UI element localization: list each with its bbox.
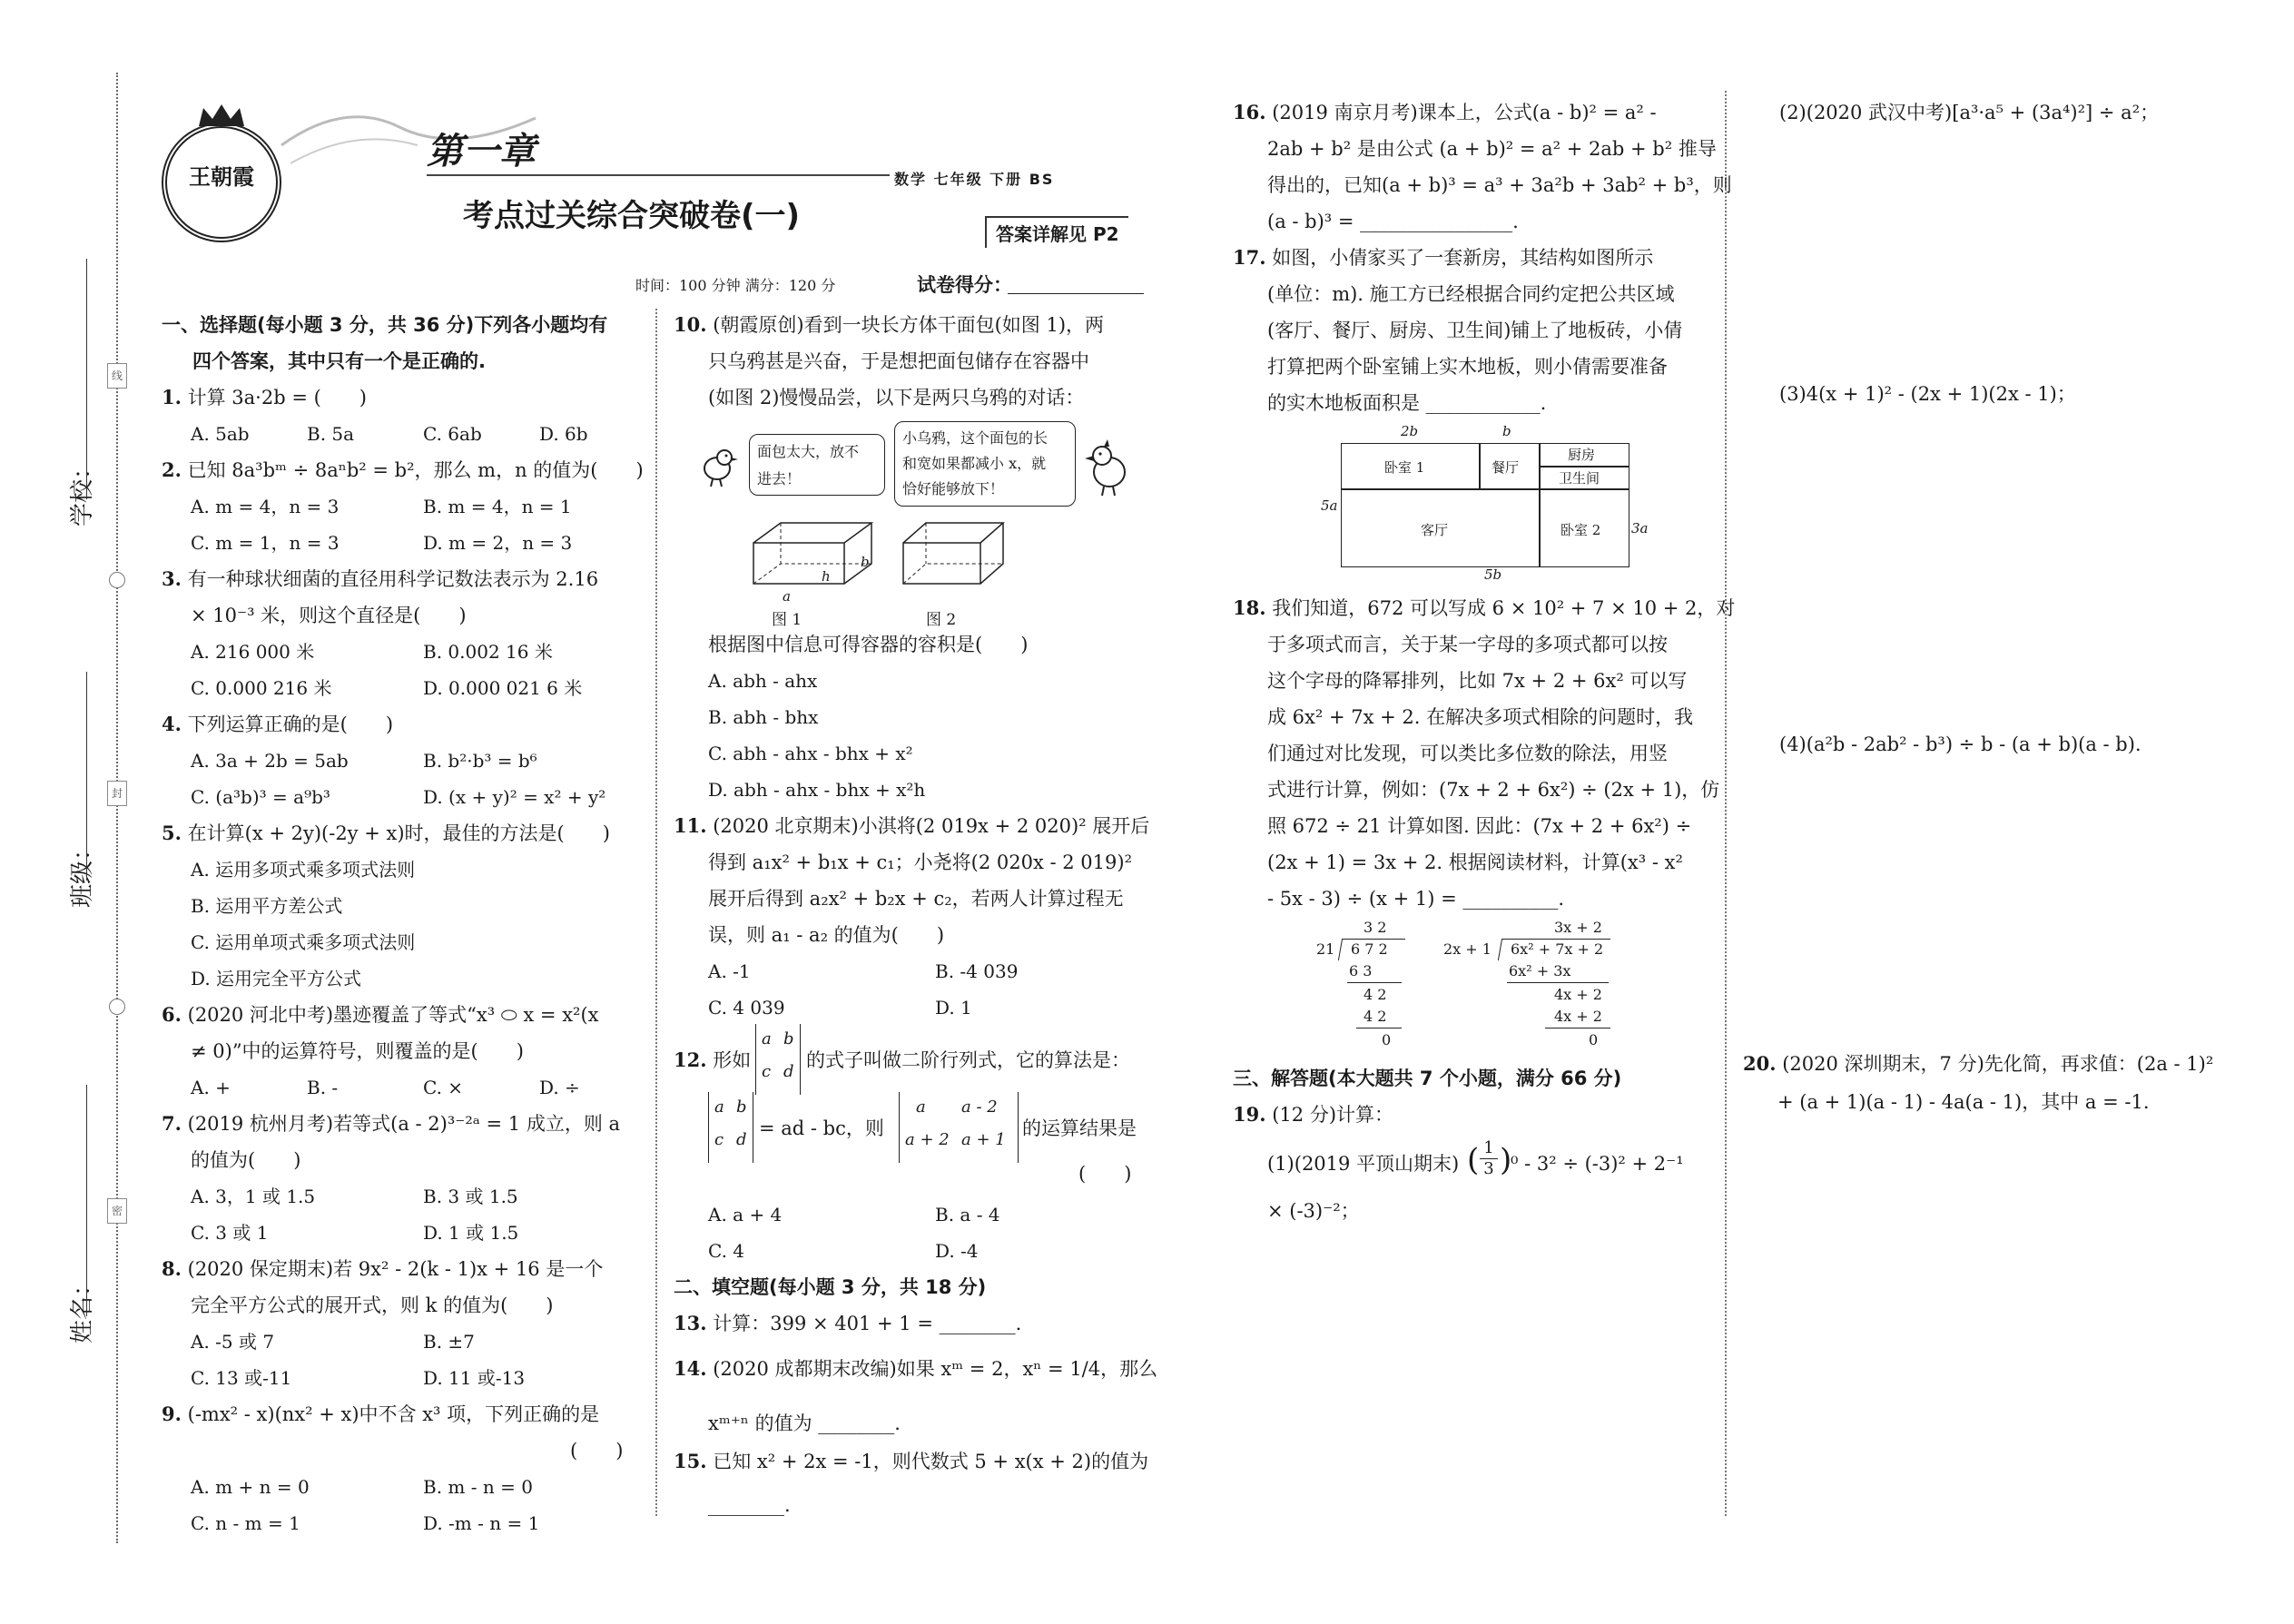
q5-option-d[interactable]: D. 运用完全平方公式 [191, 968, 362, 989]
q2-option-d[interactable]: D. m = 2，n = 3 [423, 532, 573, 554]
q8-option-b[interactable]: B. ±7 [423, 1331, 475, 1353]
speech-bubble-2: 小乌鸦，这个面包的长 和宽如果都减小 x，就 恰好能够放下！ [894, 421, 1076, 507]
question-10: 10. (朝霞原创)看到一块长方体干面包(如图 1)，两 [674, 313, 1105, 336]
dim-left-5a: 5a [1321, 497, 1338, 514]
q11-option-d[interactable]: D. 1 [935, 997, 972, 1019]
score-blank[interactable] [1008, 293, 1144, 294]
question-1: 1. 计算 3a·2b = ( ) [162, 386, 367, 408]
q3-option-b[interactable]: B. 0.002 16 米 [423, 641, 553, 663]
q11-option-c[interactable]: C. 4 039 [708, 997, 785, 1019]
speech-bubble-1: 面包太大，放不 进去！ [749, 434, 885, 496]
question-11-line-3: 展开后得到 a₂x² + b₂x + c₂，若两人计算过程无 [708, 888, 1124, 910]
q1-option-d[interactable]: D. 6b [539, 423, 588, 445]
question-6-line-2: ≠ 0)”中的运算符号，则覆盖的是( ) [191, 1040, 524, 1062]
subject-tags: 数学 七年级 下册 BS [894, 171, 1055, 188]
q1-option-a[interactable]: A. 5ab [191, 423, 250, 445]
question-15: 15. 已知 x² + 2x = -1，则代数式 5 + x(x + 2)的值为 [674, 1450, 1149, 1472]
q5-option-b[interactable]: B. 运用平方差公式 [191, 895, 343, 917]
question-16-line-3: 得出的，已知(a + b)³ = a³ + 3a²b + 3ab² + b³，则 [1267, 174, 1732, 196]
question-13: 13. 计算：399 × 401 + 1 = ________. [674, 1312, 1022, 1334]
question-18-line-9: - 5x - 3) ÷ (x + 1) = __________. [1267, 888, 1565, 910]
q9-option-d[interactable]: D. -m - n = 1 [423, 1512, 540, 1534]
crow-right-icon [1082, 436, 1137, 499]
q6-option-c[interactable]: C. × [423, 1077, 464, 1098]
question-11-line-4: 误，则 a₁ - a₂ 的值为( ) [708, 924, 945, 946]
q10-option-d[interactable]: D. abh - ahx - bhx + x²h [708, 779, 926, 801]
q3-option-d[interactable]: D. 0.000 021 6 米 [423, 677, 583, 699]
long-division-polynomial: 3x + 2 2x + 1 6x² + 7x + 2 6x² + 3x 4x + 2 4x + 2 0 [1443, 919, 1625, 1055]
fig1-label-b: b [861, 554, 870, 570]
logo-text: 王朝霞 [189, 163, 254, 190]
question-19-part-4: (4)(a²b - 2ab² - b³) ÷ b - (a + b)(a - b). [1779, 733, 2141, 755]
q9-option-a[interactable]: A. m + n = 0 [191, 1476, 310, 1498]
question-18-line-6: 式进行计算，例如：(7x + 2 + 6x²) ÷ (2x + 1)，仿 [1267, 779, 1720, 801]
q11-option-b[interactable]: B. -4 039 [935, 960, 1019, 982]
figure-2-caption: 图 2 [926, 611, 957, 629]
question-18-line-8: (2x + 1) = 3x + 2. 根据阅读材料，计算(x³ - x² [1267, 851, 1683, 873]
long-division-numeric: 3 2 21 6 7 2 6 3 4 2 4 2 0 [1307, 919, 1425, 1055]
question-19-part-3: (3)4(x + 1)² - (2x + 1)(2x - 1)； [1779, 383, 2076, 405]
logo-badge [162, 123, 281, 242]
dim-top-2b: 2b [1401, 423, 1419, 439]
school-label: 学校： [69, 455, 96, 527]
seal-mark-2: 封 [107, 781, 127, 806]
question-6: 6. (2020 河北中考)墨迹覆盖了等式“x³ ⬭ x = x²(x [162, 1003, 599, 1026]
question-3-line-2: × 10⁻³ 米，则这个直径是( ) [191, 605, 467, 626]
question-10-line-2: 只乌鸦甚是兴奋，于是想把面包储存在容器中 [708, 350, 1089, 372]
fig1-label-a: a [783, 588, 791, 605]
question-16-line-4: (a - b)³ = ________________. [1267, 211, 1519, 232]
column-divider-2 [1725, 91, 1727, 1516]
q7-option-c[interactable]: C. 3 或 1 [191, 1222, 269, 1244]
q1-option-b[interactable]: B. 5a [307, 423, 355, 445]
determinant-3: a a - 2 a + 2 a + 1 [899, 1092, 1019, 1163]
label-bedroom-2: 卧室 2 [1561, 522, 1601, 538]
q10-option-b[interactable]: B. abh - bhx [708, 706, 819, 728]
header-rule [427, 174, 890, 176]
question-18-line-4: 成 6x² + 7x + 2. 在解决多项式相除的问题时，我 [1267, 706, 1694, 728]
question-17-line-3: (客厅、餐厅、厨房、卫生间)铺上了地板砖，小倩 [1267, 320, 1683, 341]
seal-mark-1: 线 [107, 363, 127, 389]
question-19-part-1b: ⁰ - 3² ÷ (-3)² + 2⁻¹ [1511, 1153, 1684, 1175]
seal-mark-3: 密 [107, 1198, 127, 1224]
question-17-line-4: 打算把两个卧室铺上实木地板，则小倩需要准备 [1267, 356, 1668, 378]
q8-option-d[interactable]: D. 11 或-13 [423, 1367, 526, 1389]
question-9-paren: ( ) [570, 1440, 624, 1462]
q12-option-d[interactable]: D. -4 [935, 1240, 979, 1262]
q11-option-a[interactable]: A. -1 [708, 960, 751, 982]
fraction-one-third: ( 1 3 ) [1467, 1138, 1512, 1178]
binding-hole-icon [109, 572, 125, 588]
class-blank-line[interactable] [86, 672, 87, 881]
dim-top-b: b [1502, 423, 1511, 439]
name-label: 姓名： [69, 1272, 96, 1343]
figure-1-bread-box [744, 516, 881, 588]
floor-plan [1321, 423, 1649, 584]
question-17-line-2: (单位：m). 施工方已经根据合同约定把公共区域 [1267, 283, 1675, 305]
question-10-line-3: (如图 2)慢慢品尝，以下是两只乌鸦的对话： [708, 387, 1085, 408]
determinant-2: a b c d [708, 1092, 753, 1163]
question-15-line-2: ________. [708, 1494, 791, 1516]
q5-option-a[interactable]: A. 运用多项式乘多项式法则 [191, 859, 416, 881]
q12-option-a[interactable]: A. a + 4 [708, 1204, 783, 1225]
name-blank-line[interactable] [86, 1085, 87, 1316]
q4-option-a[interactable]: A. 3a + 2b = 5ab [191, 750, 349, 772]
question-7: 7. (2019 杭州月考)若等式(a - 2)³⁻²ᵃ = 1 成立，则 a [162, 1112, 621, 1135]
time-info: 时间：100 分钟 满分：120 分 [635, 277, 836, 294]
q9-option-b[interactable]: B. m - n = 0 [423, 1476, 533, 1498]
question-19-part-1: (1)(2019 平顶山期末) [1267, 1153, 1460, 1175]
section-3-heading: 三、解答题(本大题共 7 个小题，满分 66 分) [1233, 1068, 1622, 1089]
q3-option-c[interactable]: C. 0.000 216 米 [191, 677, 332, 699]
question-19: 19. (12 分)计算： [1233, 1103, 1394, 1126]
question-14: 14. (2020 成都期末改编)如果 xᵐ = 2，xⁿ = 1/4，那么 [674, 1357, 1158, 1380]
question-18-line-7: 照 672 ÷ 21 计算如图. 因此：(7x + 2 + 6x²) ÷ [1267, 815, 1692, 837]
question-16: 16. (2019 南京月考)课本上，公式(a - b)² = a² - [1233, 101, 1657, 123]
question-7-line-2: 的值为( ) [191, 1149, 301, 1171]
dim-bottom-5b: 5b [1484, 566, 1502, 583]
q4-option-c[interactable]: C. (a³b)³ = a⁹b³ [191, 786, 330, 808]
question-10-ask: 根据图中信息可得容器的容积是( ) [708, 634, 1029, 655]
question-18-line-2: 于多项式而言，关于某一字母的多项式都可以按 [1267, 634, 1668, 655]
binding-sidebar [0, 0, 127, 1624]
q2-option-a[interactable]: A. m = 4，n = 3 [191, 496, 340, 517]
question-20: 20. (2020 深圳期末，7 分)先化简，再求值：(2a - 1)² [1743, 1052, 2214, 1075]
question-14-line-2: xᵐ⁺ⁿ 的值为 ________. [708, 1412, 901, 1434]
question-11-line-2: 得到 a₁x² + b₁x + c₁；小尧将(2 020x - 2 019)² [708, 851, 1132, 873]
question-19-part-1c: × (-3)⁻²； [1267, 1200, 1360, 1222]
dim-right-3a: 3a [1631, 520, 1649, 536]
q6-option-d[interactable]: D. ÷ [539, 1077, 580, 1098]
class-label: 班级： [69, 836, 96, 908]
q1-option-c[interactable]: C. 6ab [423, 423, 482, 445]
binding-dotted-line [116, 73, 118, 1543]
q2-option-b[interactable]: B. m = 4，n = 1 [423, 496, 572, 517]
fig1-label-h: h [822, 568, 831, 585]
question-18-line-5: 们通过对比发现，可以类比多位数的除法，用竖 [1267, 743, 1668, 764]
q7-option-a[interactable]: A. 3，1 或 1.5 [191, 1186, 316, 1207]
question-2: 2. 已知 8a³bᵐ ÷ 8aⁿb² = b²，那么 m，n 的值为( ) [162, 458, 644, 481]
question-16-line-2: 2ab + b² 是由公式 (a + b)² = a² + 2ab + b² 推导 [1267, 138, 1717, 160]
question-8-line-2: 完全平方公式的展开式，则 k 的值为( ) [191, 1294, 554, 1316]
paper-title: 考点过关综合突破卷(一) [463, 198, 801, 234]
question-9: 9. (-mx² - x)(nx² + x)中不含 x³ 项，下列正确的是 [162, 1403, 600, 1425]
label-bathroom: 卫生间 [1559, 470, 1600, 487]
question-12-line-2a: = ad - bc，则 [759, 1117, 884, 1139]
question-5: 5. 在计算(x + 2y)(-2y + x)时，最佳的方法是( ) [162, 822, 610, 844]
q3-option-a[interactable]: A. 216 000 米 [191, 641, 315, 663]
question-12-paren: ( ) [1078, 1163, 1132, 1185]
label-dining: 餐厅 [1492, 459, 1520, 476]
question-11: 11. (2020 北京期末)小淇将(2 019x + 2 020)² 展开后 [674, 814, 1150, 837]
chapter-title: 第一章 [427, 131, 536, 172]
section-1-heading: 一、选择题(每小题 3 分，共 36 分)下列各小题均有 [162, 314, 608, 336]
column-divider-1 [655, 309, 657, 1516]
q10-option-a[interactable]: A. abh - ahx [708, 670, 818, 692]
q4-option-b[interactable]: B. b²·b³ = b⁶ [423, 750, 537, 772]
score-label: 试卷得分： [917, 274, 1012, 296]
q8-option-a[interactable]: A. -5 或 7 [191, 1331, 275, 1353]
question-20-line-2: + (a + 1)(a - 1) - 4a(a - 1)，其中 a = -1. [1777, 1091, 2150, 1113]
question-12-line-1b: 的式子叫做二阶行列式，它的算法是： [806, 1049, 1130, 1071]
logo-crown-icon [194, 101, 249, 128]
question-18: 18. 我们知道，672 可以写成 6 × 10² + 7 × 10 + 2，对 [1233, 596, 1736, 619]
question-8: 8. (2020 保定期末)若 9x² - 2(k - 1)x + 16 是一个 [162, 1257, 604, 1280]
school-blank-line[interactable] [86, 259, 87, 499]
q2-option-c[interactable]: C. m = 1，n = 3 [191, 532, 340, 554]
question-17-line-5: 的实木地板面积是 ____________. [1267, 392, 1547, 414]
q6-option-a[interactable]: A. + [191, 1077, 231, 1098]
q10-option-c[interactable]: C. abh - ahx - bhx + x² [708, 743, 913, 764]
question-3: 3. 有一种球状细菌的直径用科学记数法表示为 2.16 [162, 567, 599, 590]
question-12: 12. 形如 [674, 1048, 752, 1071]
question-19-part-2: (2)(2020 武汉中考)[a³·a⁵ + (3a⁴)²] ÷ a²； [1779, 102, 2160, 123]
question-4: 4. 下列运算正确的是( ) [162, 713, 394, 735]
question-12-line-2b: 的运算结果是 [1022, 1117, 1137, 1139]
section-2-heading: 二、填空题(每小题 3 分，共 18 分) [674, 1276, 987, 1298]
question-18-line-3: 这个字母的降幂排列，比如 7x + 2 + 6x² 可以写 [1267, 670, 1688, 692]
q12-option-b[interactable]: B. a - 4 [935, 1204, 1000, 1225]
q4-option-d[interactable]: D. (x + y)² = x² + y² [423, 786, 606, 808]
q6-option-b[interactable]: B. - [307, 1077, 339, 1098]
binding-hole-icon [109, 999, 125, 1015]
label-bedroom-1: 卧室 1 [1384, 459, 1425, 476]
label-kitchen: 厨房 [1568, 447, 1596, 463]
determinant-1: a b c d [755, 1024, 801, 1095]
q7-option-b[interactable]: B. 3 或 1.5 [423, 1186, 518, 1207]
figure-1-caption: 图 1 [772, 611, 802, 629]
answer-ref: 答案详解见 P2 [985, 216, 1128, 248]
q7-option-d[interactable]: D. 1 或 1.5 [423, 1222, 519, 1244]
q9-option-c[interactable]: C. n - m = 1 [191, 1512, 300, 1534]
section-1-heading-2: 四个答案，其中只有一个是正确的. [192, 350, 486, 372]
figure-2-container-box [894, 516, 1012, 588]
question-17: 17. 如图，小倩家买了一套新房，其结构如图所示 [1233, 246, 1654, 269]
q8-option-c[interactable]: C. 13 或-11 [191, 1367, 292, 1389]
crow-left-icon [694, 443, 740, 488]
q5-option-c[interactable]: C. 运用单项式乘多项式法则 [191, 931, 416, 953]
label-living: 客厅 [1421, 522, 1449, 538]
q12-option-c[interactable]: C. 4 [708, 1240, 745, 1262]
